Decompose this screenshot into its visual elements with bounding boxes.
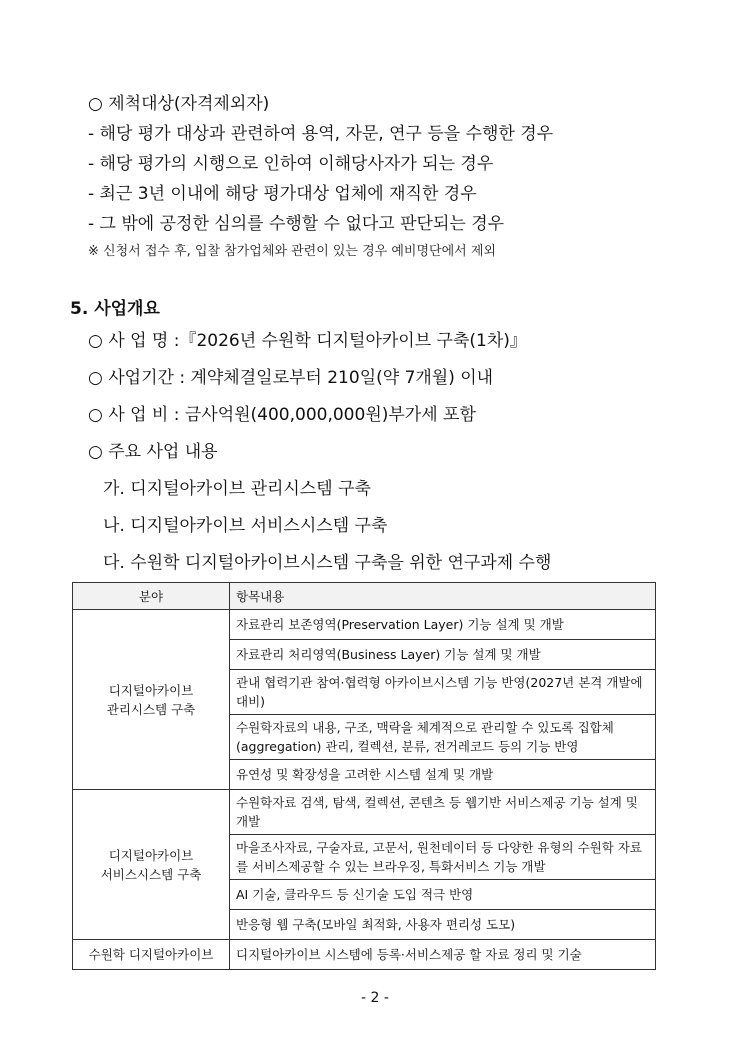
item-cell: 자료관리 처리영역(Business Layer) 기능 설계 및 개발 [230, 640, 656, 670]
category-cell [73, 610, 230, 790]
category-cell [73, 790, 230, 940]
project-scope-table [72, 582, 656, 970]
project-name-line: ○ 사 업 명 :『2026년 수원학 디지털아카이브 구축(1차)』 [88, 331, 527, 351]
item-cell: 디지털아카이브 시스템에 등록·서비스제공 할 자료 정리 및 기술 [230, 940, 656, 970]
header-content: 항목내용 [230, 583, 656, 610]
category-line: 디지털아카이브 [108, 682, 194, 698]
table-header-row [73, 583, 656, 610]
subitem: 다. 수원학 디지털아카이브시스템 구축을 위한 연구과제 수행 [103, 553, 552, 573]
section-heading: 5. 사업개요 [70, 299, 160, 319]
table-row [73, 940, 656, 970]
item-cell: 반응형 웹 구축(모바일 최적화, 사용자 편리성 도모) [230, 910, 656, 940]
category-line: 서비스시스템 구축 [100, 866, 202, 882]
item-cell: 마을조사자료, 구술자료, 고문서, 원천데이터 등 다양한 유형의 수원학 자료를 서비스제공할 수 있는 브라우징, 특화서비스 기능 개발 [230, 835, 656, 880]
exclusion-item: - 최근 3년 이내에 해당 평가대상 업체에 재직한 경우 [88, 184, 477, 204]
subitem: 나. 디지털아카이브 서비스시스템 구축 [103, 516, 388, 536]
item-cell: 수원학자료 검색, 탐색, 컬렉션, 콘텐츠 등 웹기반 서비스제공 기능 설계 및 개발 [230, 790, 656, 835]
subitem: 가. 디지털아카이브 관리시스템 구축 [103, 479, 371, 499]
item-cell: AI 기술, 클라우드 등 신기술 도입 적극 반영 [230, 880, 656, 910]
exclusion-item: - 해당 평가의 시행으로 인하여 이해당사자가 되는 경우 [88, 154, 494, 174]
item-cell: 유연성 및 확장성을 고려한 시스템 설계 및 개발 [230, 760, 656, 790]
exclusion-item: - 그 밖에 공정한 심의를 수행할 수 없다고 판단되는 경우 [88, 214, 505, 234]
item-cell: 수원학자료의 내용, 구조, 맥락을 체계적으로 관리할 수 있도록 집합체(aggregation) 관리, 컬렉션, 분류, 전거레코드 등의 기능 반영 [230, 715, 656, 760]
table-row [73, 790, 656, 835]
exclusion-item: - 해당 평가 대상과 관련하여 용역, 자문, 연구 등을 수행한 경우 [88, 124, 554, 144]
item-cell: 자료관리 보존영역(Preservation Layer) 기능 설계 및 개발 [230, 610, 656, 640]
header-category: 분야 [73, 583, 230, 610]
table-row [73, 610, 656, 640]
project-budget-line: ○ 사 업 비 : 금사억원(400,000,000원)부가세 포함 [88, 405, 476, 425]
item-cell: 관내 협력기관 참여·협력형 아카이브시스템 기능 반영(2027년 본격 개발에 대비) [230, 670, 656, 715]
category-line: 관리시스템 구축 [106, 701, 196, 717]
project-period-line: ○ 사업기간 : 계약체결일로부터 210일(약 7개월) 이내 [88, 368, 494, 388]
exclusion-note: ※ 신청서 접수 후, 입찰 참가업체와 관련이 있는 경우 예비명단에서 제외 [88, 244, 496, 259]
page-number: - 2 - [361, 990, 389, 1006]
exclusion-title: ○ 제척대상(자격제외자) [88, 94, 270, 114]
main-content-line: ○ 주요 사업 내용 [88, 442, 218, 462]
category-line: 디지털아카이브 [108, 847, 194, 863]
category-cell: 수원학 디지털아카이브 [73, 940, 230, 970]
